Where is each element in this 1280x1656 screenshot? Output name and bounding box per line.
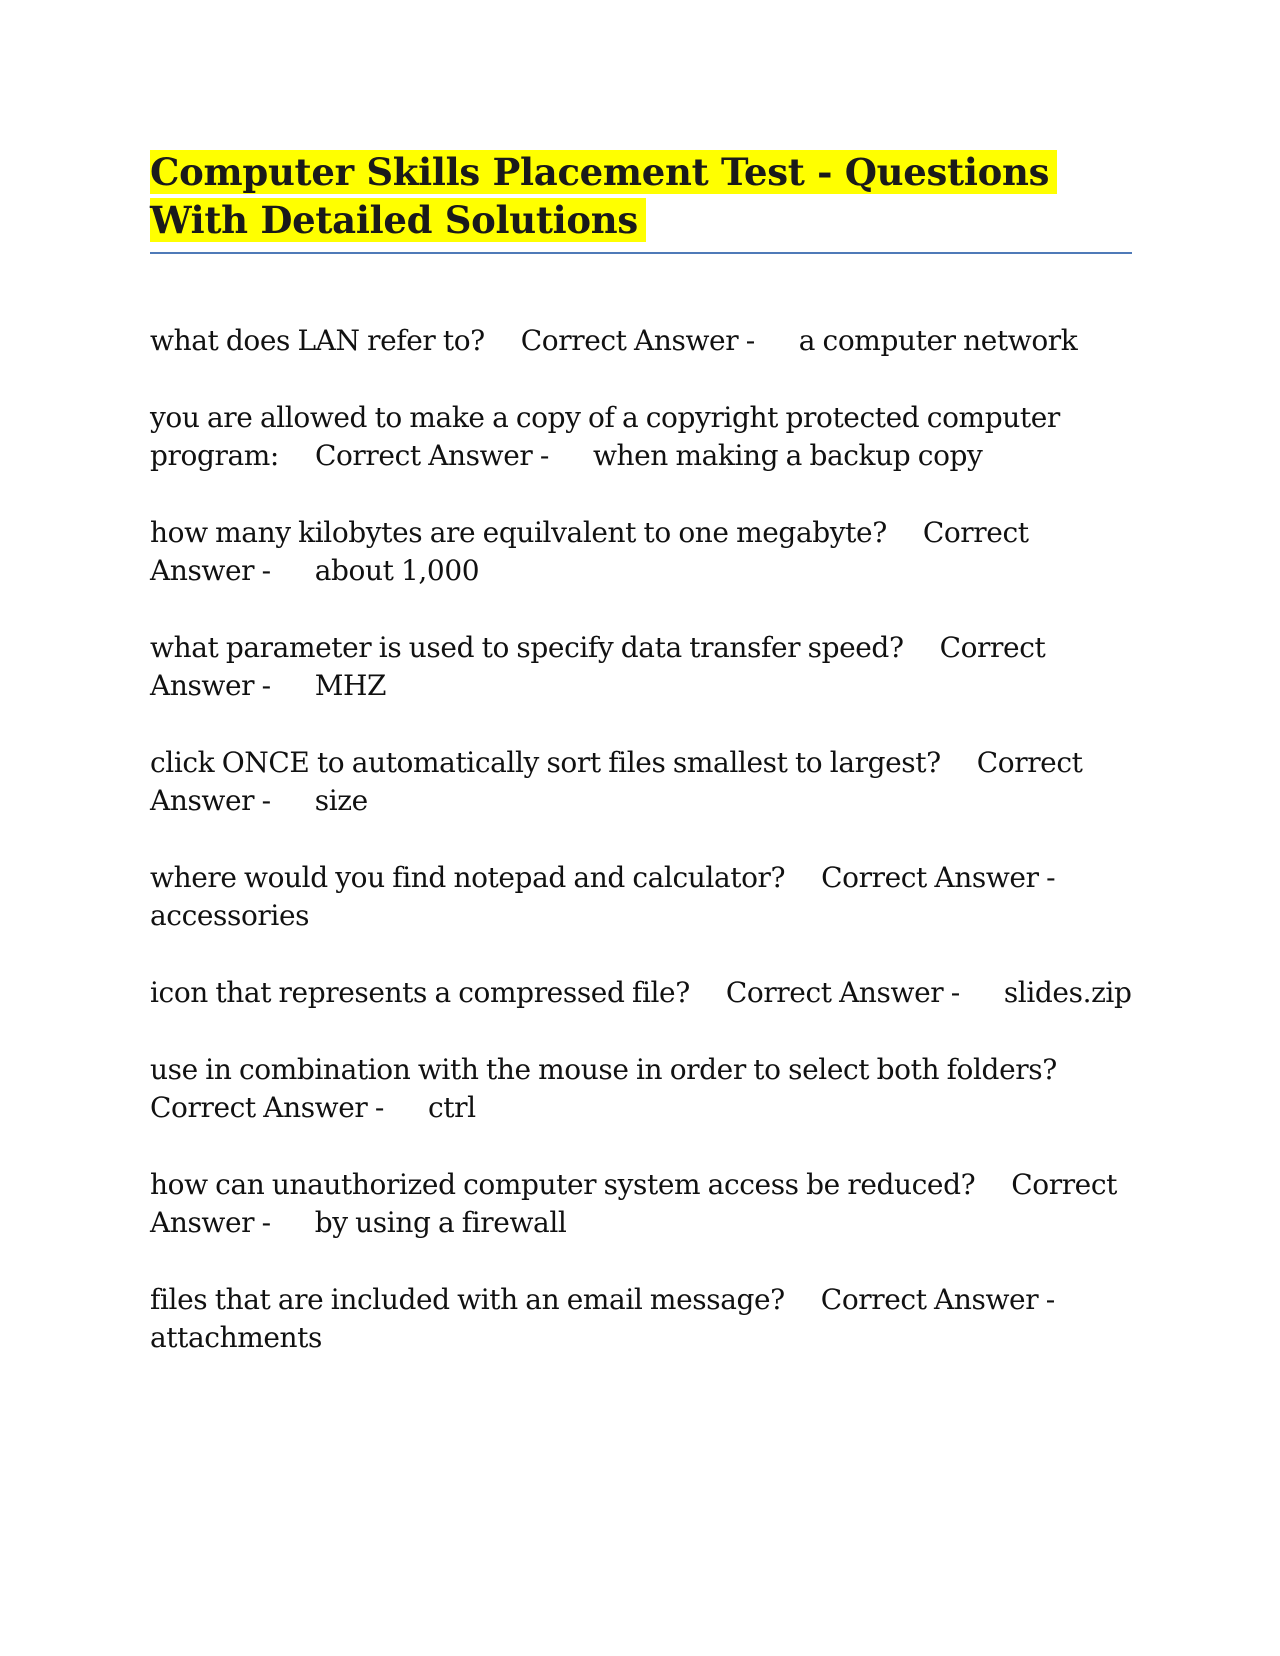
qa-item: [150, 1166, 1132, 1242]
answer-dash: -: [374, 1091, 384, 1124]
answer-label: Correct Answer: [821, 861, 1039, 894]
qa-item: [150, 1051, 1132, 1127]
title-highlight: Computer Skills Placement Test - Questions With Detailed Solutions: [150, 150, 1057, 242]
answer-label: Correct Answer: [820, 1283, 1039, 1316]
answer-text: a computer network: [798, 324, 1078, 357]
title-underline-rule: [150, 252, 1132, 254]
answer-label: Correct Answer: [520, 324, 739, 357]
answer-text: by using a firewall: [314, 1206, 567, 1239]
answer-label: Correct Answer: [150, 1168, 1117, 1239]
qa-item: [150, 322, 1132, 360]
answer-dash: -: [1046, 861, 1056, 894]
question-text: use in combination with the mouse in order to select both folders?: [150, 1053, 1057, 1086]
answer-label: Correct Answer: [150, 631, 1046, 702]
question-text: what parameter is used to specify data transfer speed?: [150, 631, 904, 664]
qa-item: [150, 974, 1132, 1012]
answer-text: ctrl: [427, 1091, 476, 1124]
answer-label: Correct Answer: [725, 976, 944, 1009]
answer-dash: -: [261, 554, 271, 587]
answer-label: Correct Answer: [314, 439, 533, 472]
document-title: [150, 148, 1132, 244]
qa-item: [150, 629, 1132, 705]
answer-dash: -: [261, 669, 271, 702]
question-text: click ONCE to automatically sort files smallest to largest?: [150, 746, 941, 779]
answer-dash: -: [261, 1206, 271, 1239]
question-text: how many kilobytes are equilvalent to one megabyte?: [150, 516, 887, 549]
answer-label: Correct Answer: [150, 746, 1083, 817]
answer-text: when making a backup copy: [592, 439, 983, 472]
question-text: files that are included with an email message?: [150, 1283, 785, 1316]
qa-list: [150, 322, 1132, 1357]
question-text: how can unauthorized computer system access be reduced?: [150, 1168, 976, 1201]
answer-dash: -: [261, 784, 271, 817]
qa-item: [150, 399, 1132, 475]
question-text: icon that represents a compressed file?: [150, 976, 690, 1009]
answer-dash: -: [745, 324, 755, 357]
answer-text: accessories: [150, 899, 310, 932]
answer-text: size: [314, 784, 368, 817]
qa-item: [150, 514, 1132, 590]
document-page: [150, 148, 1132, 1396]
question-text: where would you find notepad and calculator?: [150, 861, 786, 894]
answer-label: Correct Answer: [150, 516, 1029, 587]
answer-text: slides.zip: [1003, 976, 1132, 1009]
answer-dash: -: [539, 439, 549, 472]
answer-dash: -: [1045, 1283, 1055, 1316]
answer-label: Correct Answer: [150, 1091, 368, 1124]
answer-text: attachments: [150, 1321, 322, 1354]
answer-text: about 1,000: [314, 554, 480, 587]
answer-text: MHZ: [314, 669, 387, 702]
qa-item: [150, 744, 1132, 820]
answer-dash: -: [950, 976, 960, 1009]
question-text: you are allowed to make a copy of a copyright protected computer program:: [150, 401, 1060, 472]
qa-item: [150, 859, 1132, 935]
qa-item: [150, 1281, 1132, 1357]
question-text: what does LAN refer to?: [150, 324, 485, 357]
